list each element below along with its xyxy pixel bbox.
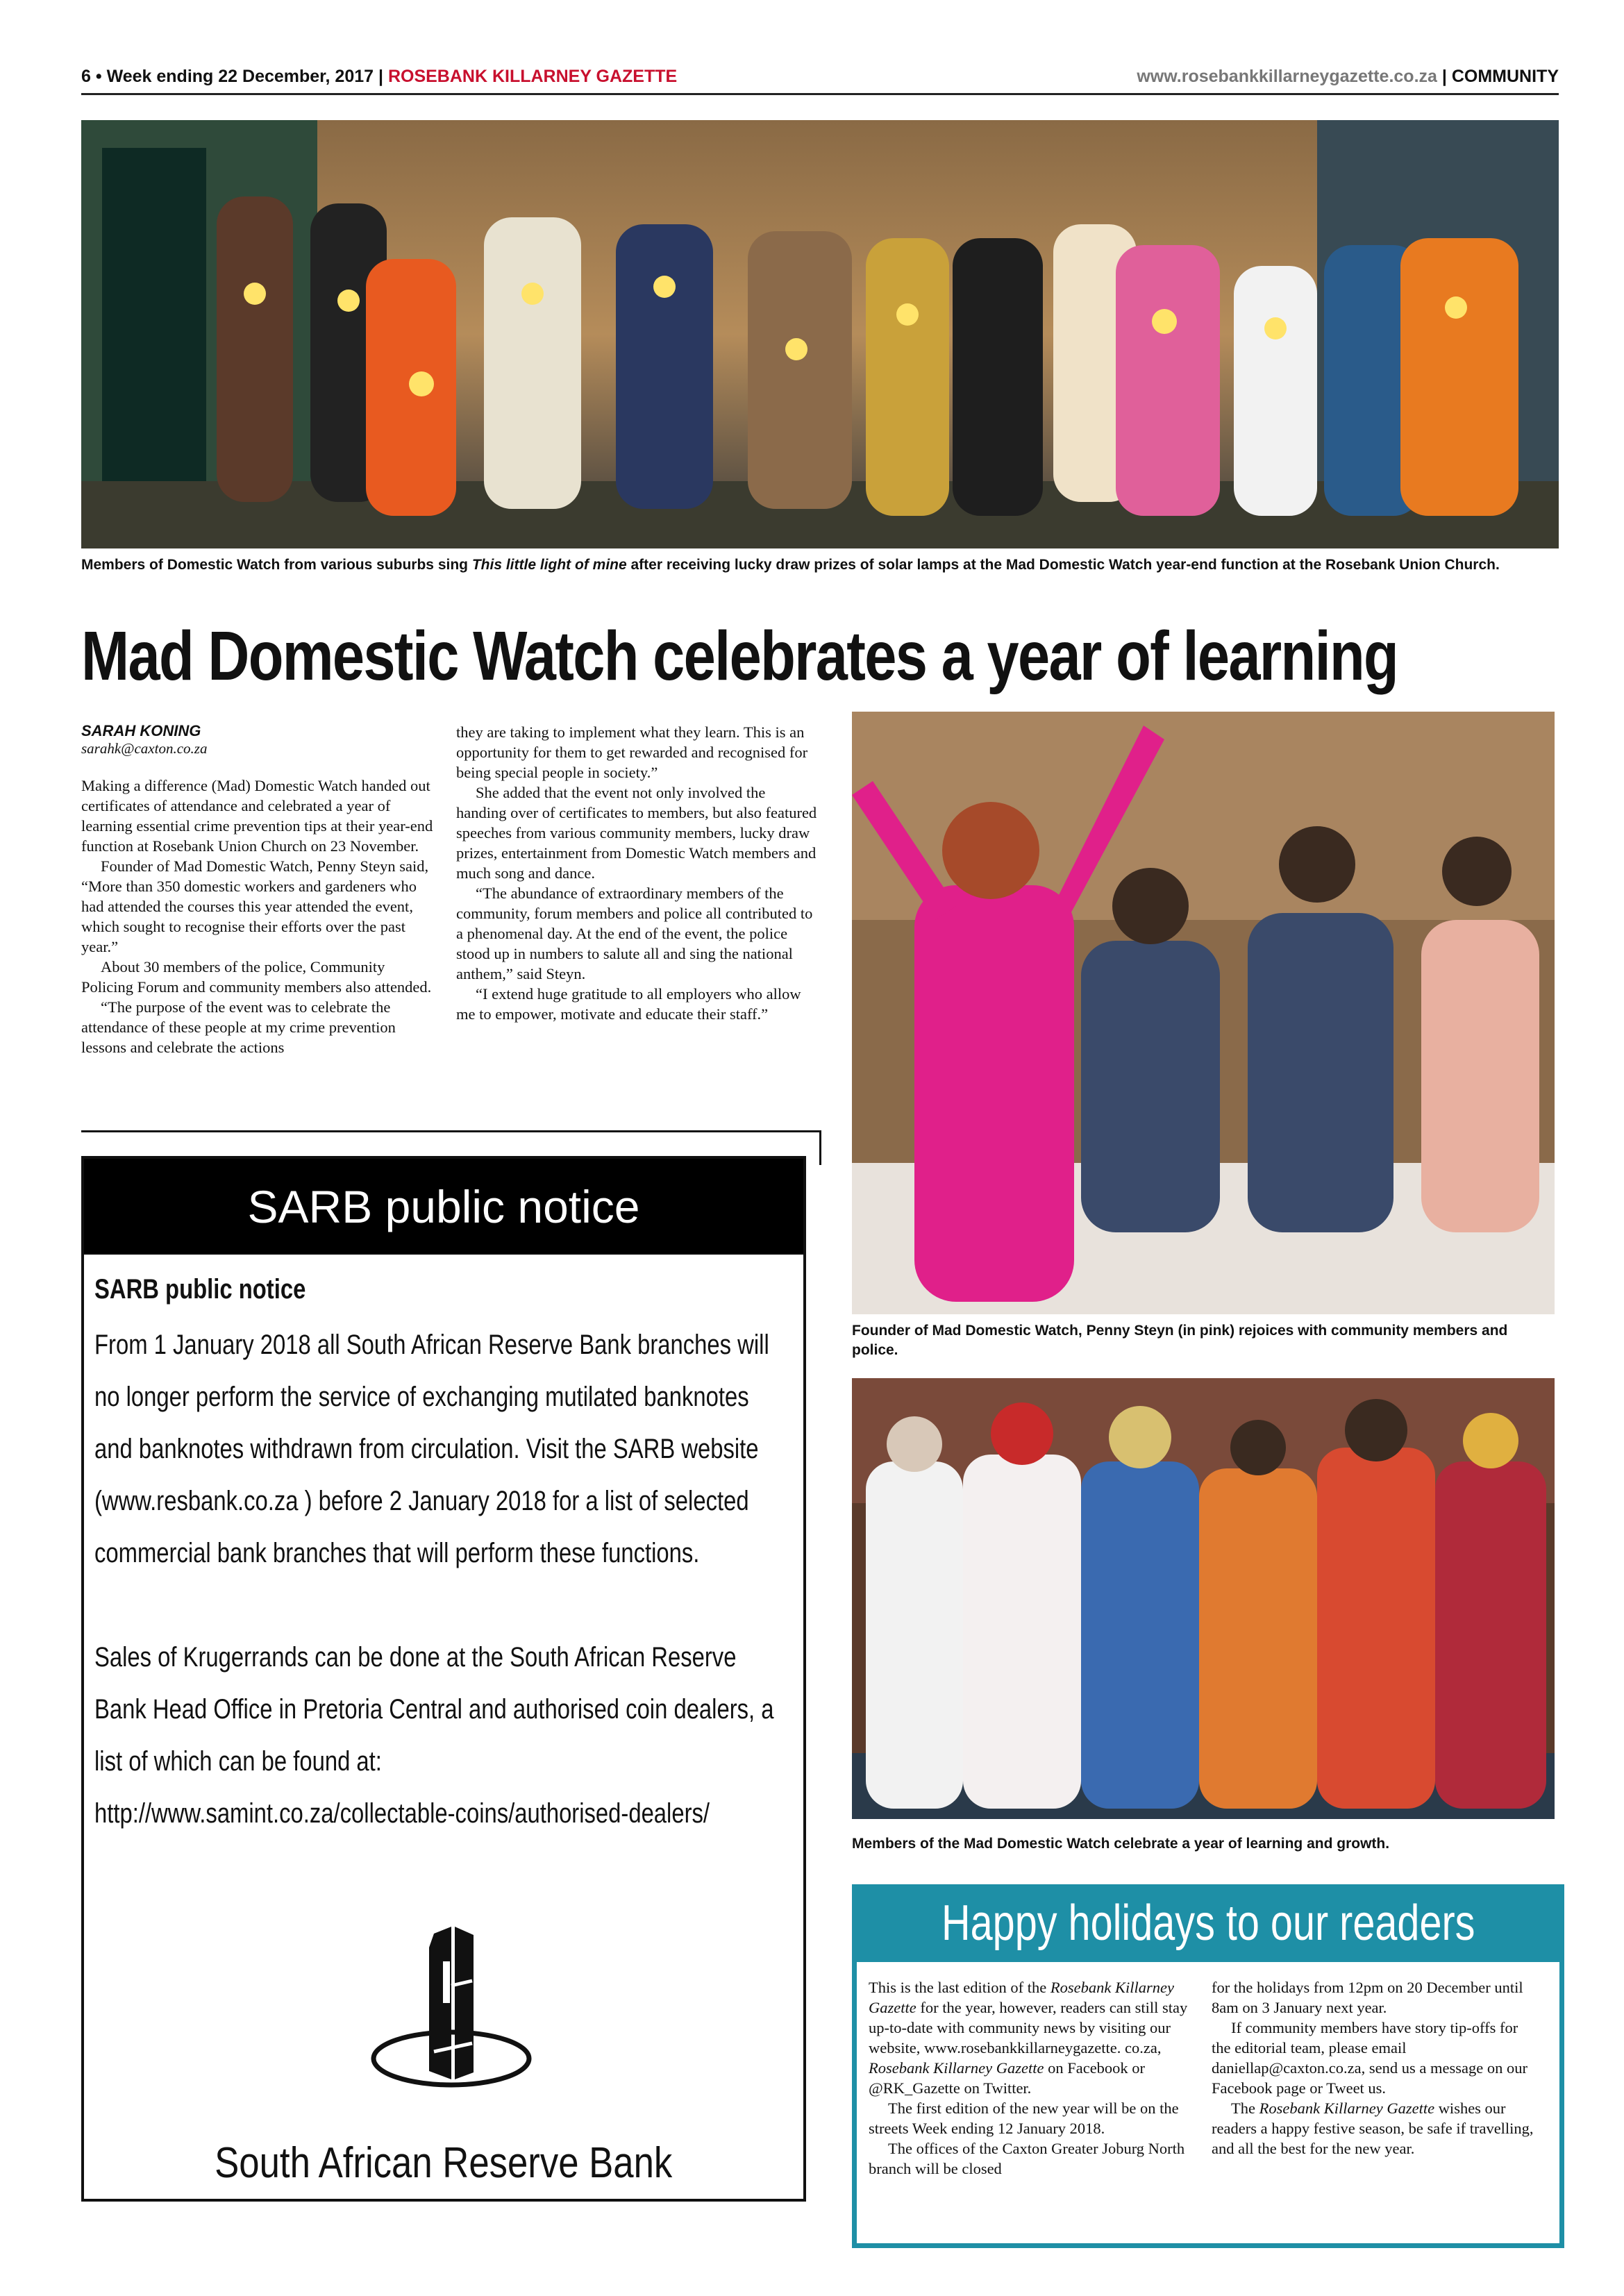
sarb-notice-title: SARB public notice — [94, 1274, 306, 1305]
paragraph: for the holidays from 12pm on 20 December until 8am on 3 January next year. — [1212, 1979, 1523, 2016]
website-link[interactable]: www.rosebankkillarneygazette.co.za — [1137, 67, 1437, 86]
lower-photo-caption: Members of the Mad Domestic Watch celebrate a year of learning and growth. — [852, 1836, 1390, 1852]
top-photo — [81, 120, 1559, 548]
notice-frame-top — [81, 1130, 821, 1132]
song-title: This little light of mine — [471, 557, 627, 573]
notice-frame-right — [819, 1130, 821, 1165]
author-email[interactable]: sarahk@caxton.co.za — [81, 740, 208, 757]
article-body-col1 — [81, 776, 435, 1057]
blank-line — [94, 1579, 778, 1632]
notice-paragraph: From 1 January 2018 all South African Reserve Bank branches will no longer perform the service of exchanging mutilated banknotes and banknotes withdrawn from circulation. Visit the SARB website (www.resbank.co.za ) before 2 January 2018 for a list of selected commercial bank branches that will perform these functions. — [94, 1330, 769, 1568]
holidays-title: Happy holidays to our readers — [941, 1895, 1475, 1951]
paragraph: Making a difference (Mad) Domestic Watch handed out certificates of attendance and celebrated a year of learning essential crime prevention tips at their year-end function at Rosebank Union Church on 23 November. — [81, 777, 433, 855]
right-photo-caption: Founder of Mad Domestic Watch, Penny Steyn (in pink) rejoices with community members and police. — [852, 1323, 1508, 1358]
lower-photo — [852, 1378, 1555, 1819]
notice-paragraph: Sales of Krugerrands can be done at the South African Reserve Bank Head Office in Pretoria Central and authorised coin dealers, a list of which can be found at: — [94, 1642, 774, 1777]
paragraph: Founder of Mad Domestic Watch, Penny Steyn said, “More than 350 domestic workers and gardeners who had attended the courses this year attended the event, which sought to recognise their efforts over the past year.” — [81, 857, 429, 955]
separator: | — [378, 67, 383, 86]
right-photo-image — [852, 712, 1555, 1314]
bullet: • — [95, 67, 102, 86]
holidays-column-1 — [869, 1977, 1195, 2179]
paragraph: About 30 members of the police, Community Policing Forum and community members also attended. — [81, 958, 432, 996]
notice-url[interactable]: http://www.samint.co.za/collectable-coins/authorised-dealers/ — [94, 1798, 710, 1829]
issue-date: Week ending 22 December, 2017 — [106, 67, 374, 86]
paragraph: “The purpose of the event was to celebrate the attendance of these people at my crime prevention lessons and celebrate the actions — [81, 998, 396, 1056]
paragraph: “The abundance of extraordinary members of the community, forum members and police all contributed to a phenomenal day. At the end of the event, the police stood up in numbers to salute all and sing the national anthem,” said Steyn. — [456, 885, 813, 982]
paragraph: This is the last edition of the Rosebank Killarney Gazette for the year, however, readers can still stay up-to-date with community news by visiting our website, www.rosebankkillarneygazette. co.za, Rosebank Killarney Gazette on Facebook or @RK_Gazette on Twitter. — [869, 1979, 1188, 2097]
holidays-banner — [852, 1884, 1564, 1962]
paragraph: they are taking to implement what they learn. This is an opportunity for them to get rewarded and recognised for being special people in society.” — [456, 723, 808, 781]
separator: | — [1441, 67, 1447, 86]
article-column-1 — [81, 722, 435, 1057]
header-left — [81, 67, 677, 87]
header-rule — [81, 93, 1559, 95]
author: SARAH KONING — [81, 722, 201, 739]
holidays-column-2 — [1212, 1977, 1538, 2159]
paragraph: The offices of the Caxton Greater Joburg North branch will be closed — [869, 2140, 1185, 2177]
top-photo-image — [81, 120, 1559, 548]
article-headline: Mad Domestic Watch celebrates a year of learning — [81, 617, 1398, 695]
sarb-bank-name — [84, 2138, 803, 2188]
paragraph: If community members have story tip-offs for the editorial team, please email daniellap@caxton.co.za, send us a message on our Facebook page or Tweet us. — [1212, 2019, 1527, 2097]
caption-text: Members of Domestic Watch from various suburbs sing — [81, 557, 472, 573]
caption-text: after receiving lucky draw prizes of solar lamps at the Mad Domestic Watch year-end function at the Rosebank Union Church. — [626, 557, 1500, 573]
paragraph: The first edition of the new year will be on the streets Week ending 12 January 2018. — [869, 2100, 1179, 2137]
top-photo-caption — [81, 555, 1559, 575]
section-name: COMMUNITY — [1451, 67, 1559, 86]
article-column-2 — [456, 722, 817, 1024]
right-photo — [852, 712, 1555, 1314]
sarb-logo-icon — [368, 1920, 535, 2093]
lower-photo-image — [852, 1378, 1555, 1819]
header-right — [1137, 67, 1559, 87]
paragraph: “I extend huge gratitude to all employers who allow me to empower, motivate and educate their staff.” — [456, 985, 801, 1023]
bank-name-text: South African Reserve Bank — [215, 2139, 673, 2187]
paragraph: She added that the event not only involved the handing over of certificates to members, but also featured speeches from various community members, lucky draw prizes, entertainment from Domestic Watch members and much song and dance. — [456, 784, 817, 882]
page-number: 6 — [81, 67, 91, 86]
sarb-notice-body — [94, 1319, 778, 1840]
page-header — [81, 64, 1559, 90]
paper-name: ROSEBANK KILLARNEY GAZETTE — [387, 67, 678, 86]
paragraph: The Rosebank Killarney Gazette wishes our readers a happy festive season, be safe if travelling, and all the best for the new year. — [1212, 2100, 1534, 2157]
sarb-notice-banner: SARB public notice — [84, 1159, 803, 1255]
